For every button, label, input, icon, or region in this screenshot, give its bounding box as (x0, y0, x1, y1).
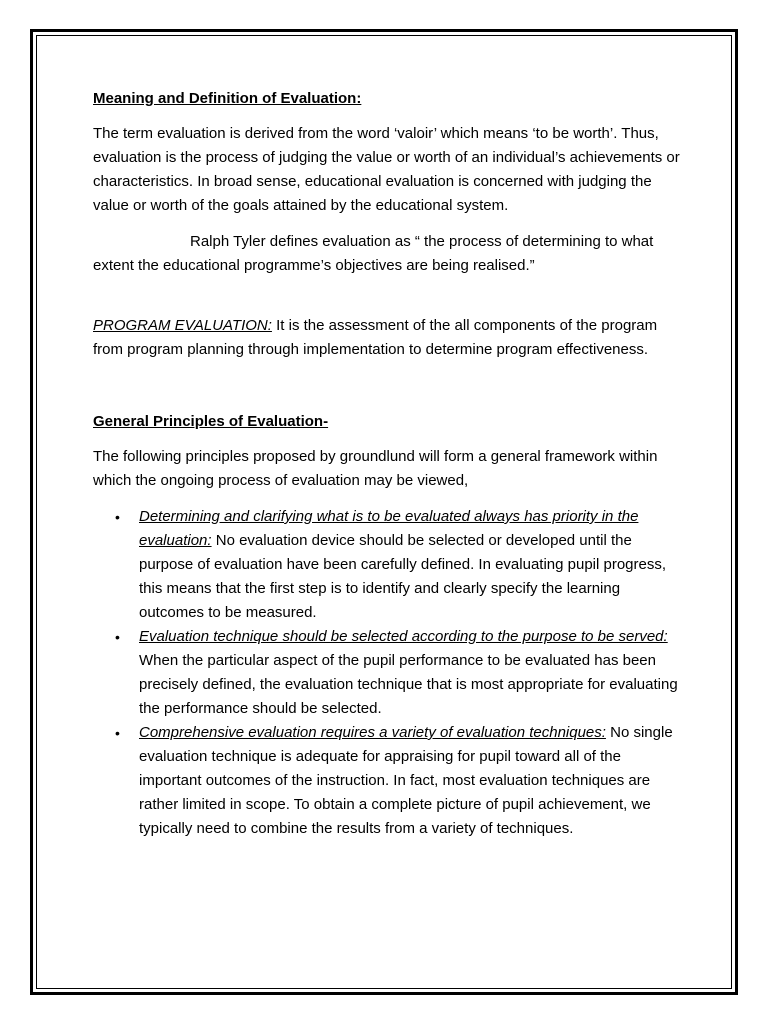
program-evaluation-label: PROGRAM EVALUATION: (93, 317, 272, 334)
principle-text: No single evaluation technique is adequate for appraising for pupil toward all of the important outcomes of the instruction. In fact, most evaluation techniques are rather limited in scope. To obtain a complete picture of pupil achievement, we typically need to combine the results from a variety of techniques. (139, 724, 673, 837)
principle-title: Determining and clarifying what is to be evaluated always has priority in the evaluation: (139, 508, 639, 549)
principle-text: No evaluation device should be selected or developed until the purpose of evaluation have been carefully defined. In evaluating pupil progress, this means that the first step is to identify and clearly specify the learning outcomes to be measured. (139, 532, 667, 621)
principle-text: When the particular aspect of the pupil performance to be evaluated has been precisely defined, the evaluation technique that is most appropriate for evaluating the performance should be selected. (139, 652, 678, 717)
bullet-icon: • (115, 509, 120, 525)
section-heading-principles: General Principles of Evaluation- (93, 413, 329, 430)
principle-title: Evaluation technique should be selected according to the purpose to be served: (139, 628, 668, 645)
spacer (93, 362, 683, 398)
program-evaluation-text: It is the assessment of the all components of the program from program planning through implementation to determine program effectiveness. (93, 317, 658, 358)
list-item (93, 625, 683, 721)
document-body (93, 87, 683, 841)
list-item (93, 721, 683, 841)
paragraph-ralph-tyler: Ralph Tyler defines evaluation as “ the process of determining to what extent the educational programme’s objectives are being realised.” (93, 233, 654, 274)
paragraph-program-evaluation (93, 314, 683, 362)
paragraph-definition: The term evaluation is derived from the word ‘valoir’ which means ‘to be worth’. Thus, evaluation is the process of judging the value or worth of an individual’s achievements or characteristics. In broad sense, educational evaluation is concerned with judging the value or worth of the goals attained by the educational system. (93, 125, 680, 214)
spacer (93, 278, 683, 314)
principle-title: Comprehensive evaluation requires a variety of evaluation techniques: (139, 724, 606, 741)
paragraph-principles-intro: The following principles proposed by groundlund will form a general framework within which the ongoing process of evaluation may be viewed, (93, 448, 658, 489)
principles-list (93, 505, 683, 841)
bullet-icon: • (115, 725, 120, 741)
section-heading-meaning: Meaning and Definition of Evaluation: (93, 90, 362, 107)
list-item (93, 505, 683, 625)
bullet-icon: • (115, 629, 120, 645)
